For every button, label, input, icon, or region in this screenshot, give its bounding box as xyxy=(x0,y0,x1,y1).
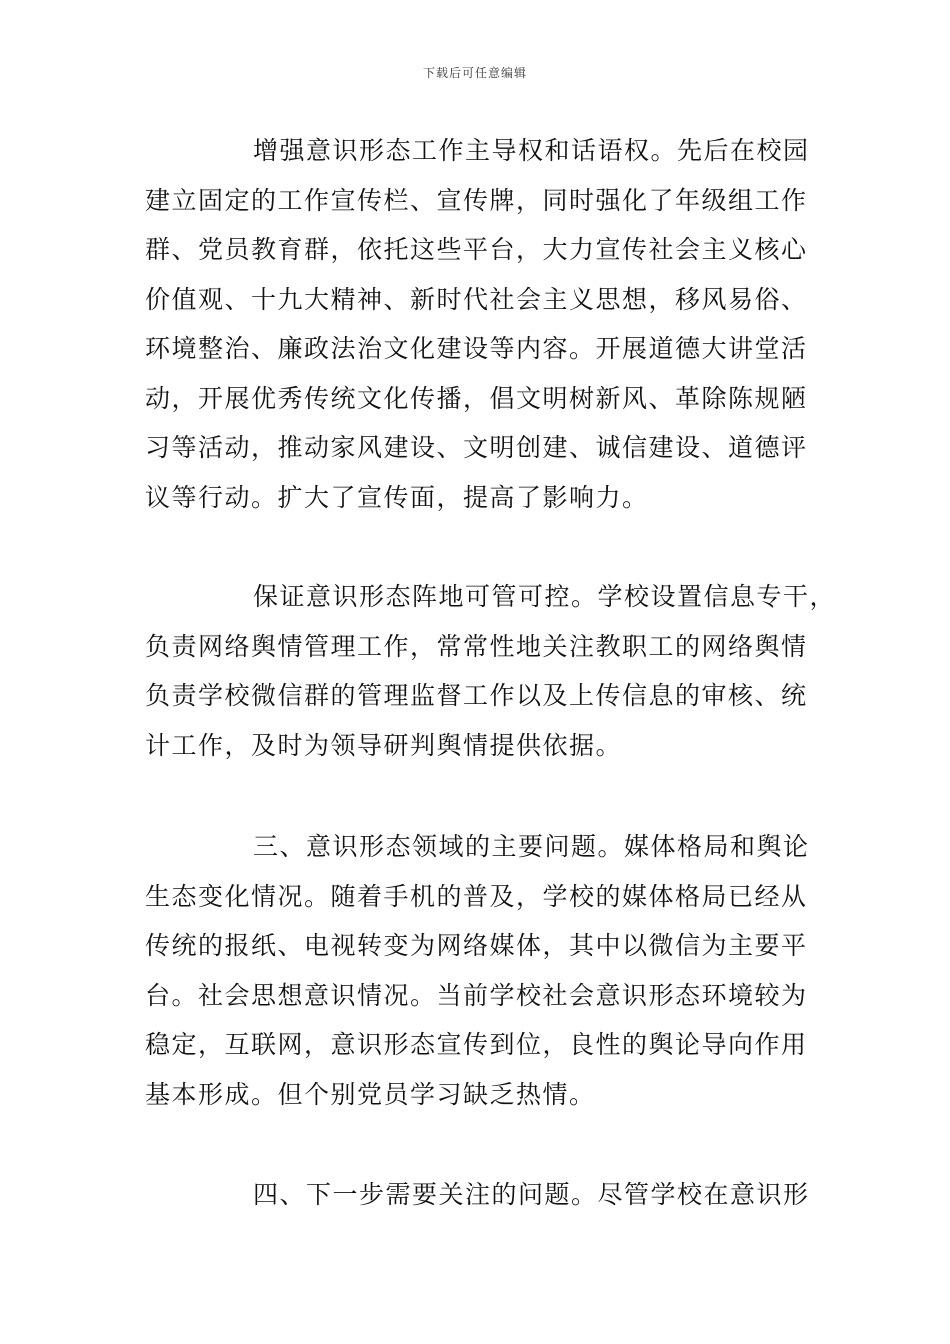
paragraph-line: 增强意识形态工作主导权和话语权。先后在校园 xyxy=(253,136,810,165)
paragraph-main-problems xyxy=(145,822,830,1119)
paragraph-line: 议等行动。扩大了宣传面，提高了影响力。 xyxy=(145,482,649,512)
paragraph-line: 负责学校微信群的管理监督工作以及上传信息的审核、统 xyxy=(145,681,808,710)
paragraph-line: 动，开展优秀传统文化传播，倡文明树新风、革除陈规陋 xyxy=(145,383,808,413)
paragraph-line: 三、意识形态领域的主要问题。媒体格局和舆论 xyxy=(253,832,810,861)
paragraph-line: 台。社会思想意识情况。当前学校社会意识形态环境较为 xyxy=(145,980,808,1010)
paragraph-line: 基本形成。但个别党员学习缺乏热情。 xyxy=(145,1079,596,1109)
paragraph-line: 群、党员教育群，依托这些平台，大力宣传社会主义核心 xyxy=(145,235,808,264)
paragraph-line: 负责网络舆情管理工作，常常性地关注教职工的网络舆情 xyxy=(145,631,808,661)
paragraph-line: 生态变化情况。随着手机的普及，学校的媒体格局已经从 xyxy=(145,881,808,911)
page-header-note: 下载后可任意编辑 xyxy=(422,66,527,80)
paragraph-line: 保证意识形态阵地可管可控。学校设置信息专干， xyxy=(253,582,837,611)
paragraph-line: 四、下一步需要关注的问题。尽管学校在意识形 xyxy=(253,1180,810,1209)
paragraph-line: 稳定，互联网，意识形态宣传到位，良性的舆论导向作用 xyxy=(145,1030,808,1059)
paragraph-position-control xyxy=(145,572,837,770)
paragraph-line: 计工作，及时为领导研判舆情提供依据。 xyxy=(145,730,623,760)
paragraph-next-steps xyxy=(145,1170,830,1220)
paragraph-line: 传统的报纸、电视转变为网络媒体，其中以微信为主要平 xyxy=(145,931,808,960)
paragraph-line: 建立固定的工作宣传栏、宣传牌，同时强化了年级组工作 xyxy=(145,185,808,215)
paragraph-ideology-dominance xyxy=(145,126,830,522)
paragraph-line: 习等活动，推动家风建设、文明创建、诚信建设、道德评 xyxy=(145,433,808,462)
paragraph-line: 价值观、十九大精神、新时代社会主义思想，移风易俗、 xyxy=(145,284,808,314)
paragraph-line: 环境整治、廉政法治文化建设等内容。开展道德大讲堂活 xyxy=(145,334,808,363)
